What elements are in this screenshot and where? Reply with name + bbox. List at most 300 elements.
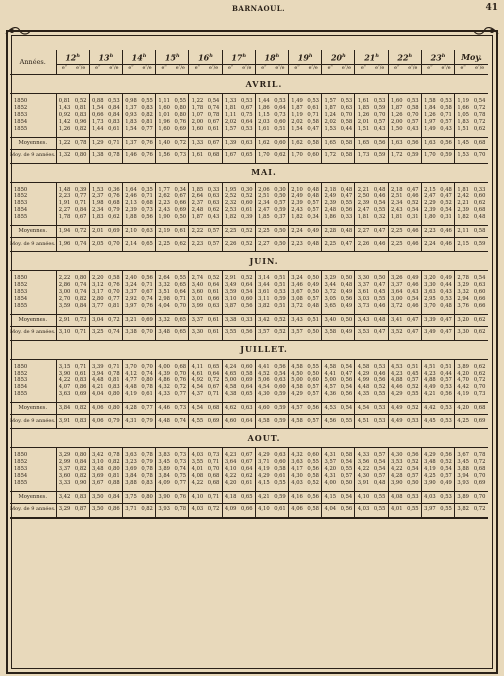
table-cell: 2,49: [322, 193, 339, 200]
table-cell: 0,33: [473, 186, 486, 193]
row-label: Moy. de 9 années.: [10, 503, 56, 518]
table-cell: 0,70: [407, 111, 419, 118]
table-cell: 4,65: [222, 371, 239, 378]
table-cell: 4,19: [421, 466, 438, 473]
table-cell: 2,40: [122, 275, 139, 282]
table-cell: 4,88: [421, 377, 438, 384]
table-cell: 0,73: [73, 314, 90, 326]
table-cell: 0,50: [340, 275, 353, 282]
table-cell: 2,43: [289, 207, 306, 214]
table-cell: 0,48: [338, 226, 355, 238]
table-cell: 0,61: [205, 314, 222, 326]
table-cell: 4,39: [156, 371, 173, 378]
row-label: Moyennes.: [10, 403, 56, 415]
table-cell: 0,52: [239, 226, 256, 238]
table-cell: 3,11: [255, 296, 272, 303]
table-cell: 3,24: [122, 282, 139, 289]
table-cell: 0,61: [207, 125, 220, 132]
table-cell: 0,70: [471, 491, 488, 503]
table-cell: 3,10: [222, 296, 239, 303]
table-cell: 0,52: [407, 459, 419, 466]
table-cell: 4,49: [421, 384, 438, 391]
row-label: 1850: [10, 364, 56, 371]
table-cell: 0,81: [74, 104, 87, 111]
table-cell: 3,37: [388, 282, 405, 289]
table-cell: 2,03: [255, 119, 272, 126]
table-cell: 0,58: [340, 452, 353, 459]
table-cell: 3,29: [56, 503, 73, 518]
table-cell: 0,60: [240, 200, 253, 207]
table-cell: 0,78: [141, 472, 153, 479]
table-cell: 1,53: [89, 187, 106, 194]
table-cell: 4,57: [322, 384, 339, 391]
table-cell: 4,03: [189, 503, 206, 518]
table-cell: 3,67: [455, 452, 472, 459]
table-cell: 0,34: [174, 186, 187, 193]
table-cell: 0,47: [440, 193, 452, 200]
table-cell: 1,54: [289, 126, 306, 133]
moyennes-row: [10, 137, 488, 149]
table-cell: 3,63: [56, 391, 73, 398]
table-cell: 3,30: [355, 275, 372, 282]
table-cell: 1,60: [156, 105, 173, 112]
table-cell: 3,39: [89, 364, 106, 371]
header-row-hours: [10, 50, 488, 65]
table-cell: 0,48: [305, 238, 322, 252]
table-cell: 4,33: [156, 391, 173, 398]
table-cell: 0,44: [440, 281, 452, 288]
table-cell: 1,15: [255, 112, 272, 119]
table-cell: 0,52: [239, 238, 256, 252]
table-cell: 1,63: [388, 137, 405, 149]
table-cell: 0,54: [274, 370, 286, 377]
table-cell: 0,57: [440, 377, 452, 384]
table-cell: 3,56: [355, 459, 372, 466]
table-cell: 0,93: [122, 112, 139, 119]
table-cell: 0,79: [139, 415, 156, 429]
table-cell: 4,50: [289, 371, 306, 378]
table-cell: 0,48: [307, 302, 319, 309]
table-cell: 0,86: [74, 384, 87, 391]
table-cell: 4,29: [421, 452, 438, 459]
table-cell: 4,58: [355, 364, 372, 371]
table-cell: 2,91: [222, 275, 239, 282]
month-title: JUIN.: [249, 255, 279, 266]
table-cell: 1,95: [222, 187, 239, 194]
table-cell: 1,81: [355, 214, 372, 221]
table-cell: 0,48: [307, 193, 319, 200]
table-cell: 3,10: [89, 459, 106, 466]
table-cell: 0,46: [438, 238, 455, 252]
table-cell: 4,41: [322, 371, 339, 378]
table-cell: 0,56: [141, 275, 153, 282]
table-cell: 4,03: [421, 491, 438, 503]
table-cell: 0,80: [108, 465, 120, 472]
table-cell: 2,10: [289, 187, 306, 194]
table-cell: 0,33: [207, 186, 220, 193]
year-row: [10, 126, 488, 133]
table-cell: 0,54: [340, 459, 353, 466]
table-cell: 0,44: [340, 125, 353, 132]
table-cell: 0,66: [207, 295, 220, 302]
table-cell: 1,54: [122, 126, 139, 133]
table-cell: 0,48: [473, 214, 486, 221]
table-cell: 0,50: [174, 214, 187, 221]
table-cell: 2,95: [421, 296, 438, 303]
table-cell: 2,32: [222, 200, 239, 207]
year-row: [10, 480, 488, 487]
table-cell: 0,62: [207, 207, 220, 214]
table-cell: 0,63: [139, 226, 156, 238]
table-cell: 0,79: [106, 415, 123, 429]
table-cell: 0,58: [407, 104, 419, 111]
table-cell: 3,83: [156, 452, 173, 459]
table-cell: 0,64: [240, 118, 253, 125]
table-cell: 3,17: [89, 289, 106, 296]
table-cell: 2,28: [322, 226, 339, 238]
table-cell: 0,70: [174, 302, 187, 309]
table-cell: 4,23: [421, 371, 438, 378]
table-cell: 4,88: [388, 377, 405, 384]
table-cell: 0,50: [407, 479, 419, 486]
unit-header-a: e‴: [89, 65, 106, 75]
table-cell: 0,72: [172, 137, 189, 149]
table-cell: 0,74: [141, 295, 153, 302]
year-row: [10, 200, 488, 207]
table-cell: 3,88: [122, 480, 139, 487]
table-cell: 1,37: [122, 105, 139, 112]
table-cell: 0,71: [207, 459, 220, 466]
month-heading-cell: [10, 429, 488, 448]
month-title: AOUT.: [247, 432, 281, 443]
table-cell: 0,59: [274, 207, 286, 214]
unit-header-b: e″/e: [372, 65, 389, 75]
table-cell: 4,19: [122, 391, 139, 398]
table-cell: 0,55: [141, 98, 153, 104]
table-cell: 0,53: [438, 403, 455, 415]
table-cell: 0,76: [141, 302, 153, 309]
row-label: Moyennes.: [10, 314, 56, 326]
table-cell: 1,44: [255, 98, 272, 105]
table-cell: 0,49: [340, 302, 353, 309]
table-cell: 0,57: [307, 384, 319, 391]
table-cell: 2,34: [89, 207, 106, 214]
table-cell: 1,62: [255, 137, 272, 149]
table-cell: 0,56: [372, 137, 389, 149]
table-cell: 1,90: [156, 214, 173, 221]
table-cell: 2,06: [255, 187, 272, 194]
table-cell: 0,77: [141, 125, 153, 132]
table-cell: 3,97: [122, 303, 139, 310]
table-cell: 3,30: [189, 326, 206, 340]
table-cell: 0,71: [74, 363, 87, 370]
table-cell: 0,77: [174, 391, 187, 398]
year-row: [10, 193, 488, 200]
table-cell: 0,70: [471, 149, 488, 163]
table-cell: 4,29: [289, 391, 306, 398]
table-cell: 0,55: [407, 391, 419, 398]
table-cell: 0,46: [405, 238, 422, 252]
table-cell: 3,01: [189, 296, 206, 303]
table-cell: 0,54: [373, 465, 386, 472]
table-cell: 0,50: [373, 275, 386, 282]
table-cell: 3,82: [255, 303, 272, 310]
table-cell: 3,89: [156, 466, 173, 473]
hour-header: 16$^h$: [189, 50, 222, 65]
table-cell: 0,70: [106, 238, 123, 252]
table-cell: 0,58: [240, 370, 253, 377]
table-cell: 4,10: [355, 491, 372, 503]
table-cell: 1,42: [56, 119, 73, 126]
table-cell: 1,07: [189, 112, 206, 119]
table-cell: 1,01: [156, 112, 173, 119]
table-cell: 0,52: [74, 98, 87, 104]
table-cell: 0,52: [440, 200, 452, 207]
table-cell: 0,80: [106, 403, 123, 415]
table-cell: 3,44: [322, 282, 339, 289]
table-cell: 0,37: [274, 214, 286, 221]
year-row: [10, 466, 488, 473]
table-cell: 1,84: [421, 105, 438, 112]
table-cell: 0,68: [141, 200, 153, 207]
table-cell: 0,66: [473, 302, 486, 309]
table-cell: 1,53: [455, 149, 472, 163]
table-cell: 0,50: [307, 288, 319, 295]
month-heading-row: [10, 163, 488, 182]
table-cell: 2,48: [189, 207, 206, 214]
table-cell: 3,29: [56, 452, 73, 459]
table-cell: 4,31: [322, 473, 339, 480]
table-cell: 2,62: [156, 193, 173, 200]
table-cell: 0,56: [305, 491, 322, 503]
table-cell: 4,61: [189, 371, 206, 378]
table-cell: 0,48: [340, 281, 353, 288]
table-cell: 3,38: [222, 314, 239, 326]
unit-header-a: e‴: [355, 65, 372, 75]
month-heading-row: [10, 340, 488, 359]
table-cell: 0,58: [471, 226, 488, 238]
table-cell: 1,78: [56, 214, 73, 221]
hour-header: 19$^h$: [289, 50, 322, 65]
table-cell: 0,73: [174, 452, 187, 459]
table-cell: 3,69: [89, 473, 106, 480]
table-cell: 0,47: [438, 314, 455, 326]
table-cell: 0,53: [407, 98, 419, 104]
table-cell: 4,00: [322, 480, 339, 487]
table-cell: 0,50: [274, 193, 286, 200]
year-row: [10, 105, 488, 112]
table-cell: 4,86: [156, 377, 173, 384]
table-cell: 0,70: [473, 472, 486, 479]
table-cell: 0,54: [338, 491, 355, 503]
row-label: 1850: [10, 275, 56, 282]
table-cell: 0,46: [373, 302, 386, 309]
table-cell: 4,28: [122, 403, 139, 415]
table-cell: 4,20: [455, 403, 472, 415]
row-label: Moyennes.: [10, 226, 56, 238]
table-cell: 2,24: [289, 226, 306, 238]
table-cell: 1,54: [89, 105, 106, 112]
table-cell: 1,88: [122, 214, 139, 221]
table-cell: 3,42: [56, 491, 73, 503]
table-cell: 1,82: [455, 214, 472, 221]
table-cell: 2,23: [156, 200, 173, 207]
table-cell: 1,43: [56, 105, 73, 112]
table-cell: 0,56: [338, 503, 355, 518]
table-cell: 1,61: [189, 149, 206, 163]
table-cell: 0,55: [372, 491, 389, 503]
row-label: 1855: [10, 480, 56, 487]
table-cell: 1,60: [189, 126, 206, 133]
table-cell: 0,48: [340, 186, 353, 193]
table-cell: 0,59: [274, 295, 286, 302]
table-cell: 0,82: [74, 465, 87, 472]
table-cell: 1,26: [56, 126, 73, 133]
table-cell: 4,46: [388, 384, 405, 391]
table-cell: 0,56: [240, 302, 253, 309]
table-cell: 0,57: [307, 200, 319, 207]
table-cell: 0,67: [207, 118, 220, 125]
table-cell: 0,63: [340, 104, 353, 111]
table-cell: 1,56: [156, 149, 173, 163]
table-cell: 1,72: [322, 149, 339, 163]
table-cell: 0,47: [340, 370, 353, 377]
table-cell: 0,61: [108, 125, 120, 132]
table-cell: 0,51: [274, 275, 286, 282]
table-cell: 3,58: [322, 326, 339, 340]
table-cell: 4,21: [89, 384, 106, 391]
table-cell: 0,73: [141, 207, 153, 214]
table-cell: 0,71: [73, 326, 90, 340]
table-cell: 0,74: [172, 415, 189, 429]
table-cell: 2,39: [421, 207, 438, 214]
month-heading-cell: [10, 252, 488, 271]
table-cell: 4,58: [322, 364, 339, 371]
table-cell: 0,83: [141, 479, 153, 486]
table-cell: 0,60: [307, 452, 319, 459]
table-cell: 0,56: [141, 214, 153, 221]
annees-header: Années.: [10, 50, 56, 75]
table-cell: 2,14: [122, 238, 139, 252]
table-cell: 3,55: [189, 459, 206, 466]
table-cell: 0,78: [73, 137, 90, 149]
table-cell: 0,57: [440, 118, 452, 125]
table-cell: 2,25: [322, 238, 339, 252]
table-cell: 4,29: [355, 371, 372, 378]
table-cell: 0,61: [274, 472, 286, 479]
table-cell: 2,13: [122, 200, 139, 207]
table-cell: 4,25: [455, 415, 472, 429]
row-label: 1855: [10, 214, 56, 221]
table-cell: 0,47: [405, 326, 422, 340]
table-cell: 1,22: [189, 98, 206, 105]
table-cell: 2,25: [255, 226, 272, 238]
table-cell: 0,83: [141, 104, 153, 111]
table-cell: 4,06: [89, 415, 106, 429]
table-cell: 0,78: [141, 452, 153, 459]
table-cell: 0,69: [240, 377, 253, 384]
table-cell: 0,75: [174, 472, 187, 479]
table-cell: 0,68: [473, 207, 486, 214]
table-cell: 1,26: [421, 112, 438, 119]
table-cell: 1,32: [56, 149, 73, 163]
table-cell: 0,65: [139, 238, 156, 252]
table-cell: 0,63: [239, 137, 256, 149]
table-cell: 0,61: [207, 288, 220, 295]
table-cell: 1,51: [455, 126, 472, 133]
table-cell: 1,26: [355, 112, 372, 119]
table-cell: 0,55: [405, 503, 422, 518]
table-cell: 0,81: [141, 118, 153, 125]
table-cell: 0,57: [440, 472, 452, 479]
table-cell: 3,73: [355, 303, 372, 310]
table-cell: 0,52: [240, 275, 253, 282]
table-cell: 1,83: [89, 214, 106, 221]
table-cell: 0,47: [438, 326, 455, 340]
table-cell: 2,91: [56, 314, 73, 326]
table-cell: 0,47: [405, 314, 422, 326]
table-cell: 3,37: [189, 314, 206, 326]
table-cell: 0,70: [473, 384, 486, 391]
table-cell: 0,83: [73, 415, 90, 429]
year-row: [10, 459, 488, 466]
table-cell: 3,84: [156, 473, 173, 480]
table-cell: 0,44: [440, 370, 452, 377]
year-row: [10, 391, 488, 398]
table-cell: 0,46: [373, 193, 386, 200]
table-cell: 0,47: [372, 226, 389, 238]
table-cell: 3,43: [355, 314, 372, 326]
table-cell: 3,20: [455, 314, 472, 326]
table-cell: 0,86: [106, 503, 123, 518]
year-row: [10, 377, 488, 384]
table-cell: 2,48: [322, 207, 339, 214]
table-cell: 4,51: [355, 415, 372, 429]
table-cell: 0,62: [473, 363, 486, 370]
table-cell: 0,67: [240, 104, 253, 111]
table-cell: 3,59: [56, 303, 73, 310]
table-cell: 0,30: [274, 186, 286, 193]
table-cell: 2,64: [189, 193, 206, 200]
table-cell: 1,94: [56, 226, 73, 238]
table-cell: 0,58: [274, 465, 286, 472]
table-cell: 5,06: [255, 377, 272, 384]
table-cell: 1,40: [156, 137, 173, 149]
table-cell: 0,57: [274, 200, 286, 207]
unit-header-a: e‴: [255, 65, 272, 75]
table-cell: 1,63: [421, 137, 438, 149]
row-label: 1853: [10, 289, 56, 296]
header-row-units: [10, 65, 488, 75]
table-cell: 0,69: [139, 314, 156, 326]
table-cell: 0,57: [307, 391, 319, 398]
table-cell: 2,74: [189, 275, 206, 282]
table-cell: 0,49: [407, 275, 419, 282]
table-cell: 1,73: [89, 119, 106, 126]
table-cell: 0,63: [207, 302, 220, 309]
row-label: 1852: [10, 282, 56, 289]
table-cell: 0,73: [274, 111, 286, 118]
table-cell: 3,93: [455, 480, 472, 487]
row-label: 1852: [10, 459, 56, 466]
table-cell: 4,46: [156, 403, 173, 415]
moy-9-annees-row: [10, 238, 488, 252]
header-title: BARNAOUL.: [232, 4, 286, 13]
table-cell: 0,88: [89, 98, 106, 105]
row-label: 1854: [10, 119, 56, 126]
table-cell: 0,45: [373, 288, 386, 295]
table-cell: 3,60: [56, 473, 73, 480]
